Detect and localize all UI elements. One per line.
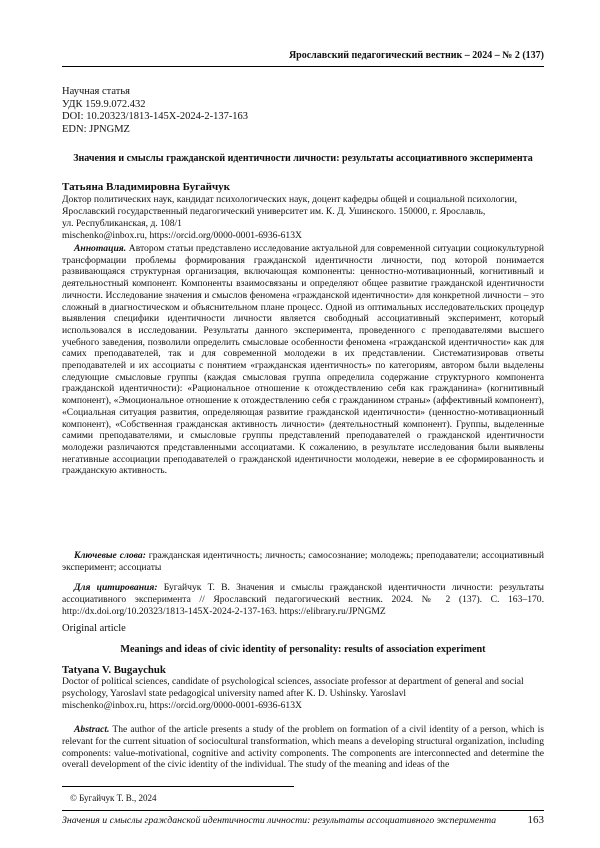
keywords-ru (62, 550, 544, 574)
footer-title: Значения и смыслы гражданской идентичности личности: результаты ассоциативного эксперимента (62, 815, 497, 826)
article-meta (62, 86, 248, 136)
citation-label: Для цитирования: (74, 582, 158, 593)
abstract-en (62, 724, 544, 771)
affil-line: mischenko@inbox.ru, https://orcid.org/0000-0001-6936-613X (62, 699, 302, 711)
article-title-ru: Значения и смыслы гражданской идентичности личности: результаты ассоциативного эксперимента (73, 153, 533, 164)
affil-line: ул. Республиканская, д. 108/1 (62, 217, 182, 229)
running-header (62, 50, 544, 61)
abstract-ru (62, 243, 544, 477)
udk: УДК 159.9.072.432 (62, 98, 146, 110)
abstract-text: Автором статьи представлено исследование актуальной для современной ситуации социокультурной трансформации проблемы формирования гражданской идентичности личности, под которой понимается развивающаяся структурная организация, включающая компоненты: ценностно-мотивационный, когнитивный и деятельностный компонент. Компоненты взаимосвязаны и определяют общее развитие гражданской идентичности личности. Исследование значения и смыслов феномена «гражданской идентичности» для конкретной личности – это сложный в диагностическом и объяснительном плане процесс. Одной из оптимальных исследовательских процедур выявления специфики идентичности личности является свободный ассоциативный эксперимент, который использовался в исследовании. Результаты данного эксперимента, проведенного с преподавателями высшего учебного заведения, позволили определить смысловые особенности феномена «гражданской идентичности» как для самих преподавателей, так и для современной молодежи в их представлении. Систематизировав ответы преподавателей и их ассоциаты с понятием «гражданская идентичность» по категориям, автором были выделены следующие смысловые группы (каждая смысловая группа определила содержание структурного компонента гражданской идентичности): «Рациональное отношение к отождествлению себя как гражданина» (когнитивный компонент), «Эмоциональное отношение к отождествлению себя с гражданином страны» (аффективный компонент), «Социальная ситуация развития, определяющая развитие гражданской идентичности» (ценностно-мотивационный компонент), «Собственная гражданская активность личности» (деятельностный компонент). Группы, выделенные самими преподавателями, и смысловые группы представлений преподавателей о гражданской идентичности молодежи различаются представленными ассоциатами. К сожалению, в результате исследования были выявлены негативные ассоциации преподавателей о гражданской идентичности молодежи, неверие в ее сформированность и гражданскую активность. (62, 243, 544, 477)
abstract-label: Аннотация. (74, 243, 127, 254)
affil-line: mischenko@inbox.ru, https://orcid.org/0000-0001-6936-613X (62, 229, 302, 241)
keywords-text: гражданская идентичность; личность; самосознание; молодежь; преподаватели; ассоциативный эксперимент; ассоциаты (62, 550, 544, 573)
keywords-label: Ключевые слова: (74, 550, 146, 561)
affiliation-en (62, 676, 544, 711)
abstract-en-text: The author of the article presents a study of the problem on formation of a civil identity of a person, which is relevant for the current situation of sociocultural transformation, which means a developing structural organization, including components: value-motivational, cognitive and activity components. The components are interconnected and determine the overall development of the civic identity of the individual. The study of the meaning and ideas of the (62, 724, 544, 771)
abstract-en-label: Abstract. (74, 724, 110, 735)
article-type: Научная статья (62, 86, 130, 97)
page-number: 163 (527, 814, 544, 826)
article-title-en: Meanings and ideas of civic identity of personality: results of association experiment (120, 644, 486, 655)
affil-line: psychology, Yaroslavl state pedagogical university named after K. D. Ushinsky. Yaroslavl (62, 687, 407, 699)
affil-line: Доктор политических наук, кандидат психологических наук, доцент кафедры общей и социальной психологии, (62, 194, 518, 205)
citation-text: Бугайчук Т. В. Значения и смыслы гражданской идентичности личности: результаты ассоциативного эксперимента // Ярославский педагогический вестник. 2024. № 2 (137). С. 163–170. http://dx.doi.org/10.20323/1813-145X-2024-2-137-163. https://elibrary.ru/JPNGMZ (62, 582, 544, 617)
copyright: © Бугайчук Т. В., 2024 (70, 793, 157, 803)
footnote-rule (62, 786, 294, 787)
edn: EDN: JPNGMZ (62, 123, 130, 135)
citation-ru (62, 582, 544, 617)
author-ru: Татьяна Владимировна Бугайчук (62, 181, 231, 193)
journal-issue: – 2024 – № 2 (137) (462, 50, 544, 61)
footer-rule (62, 810, 544, 811)
author-en: Tatyana V. Bugaychuk (62, 664, 166, 676)
header-rule (62, 66, 544, 67)
journal-name: Ярославский педагогический вестник (288, 50, 463, 61)
running-footer (62, 815, 544, 826)
original-article-label: Original article (62, 623, 126, 634)
doi: DOI: 10.20323/1813-145X-2024-2-137-163 (62, 111, 249, 123)
affil-line: Ярославский государственный педагогический университет им. К. Д. Ушинского. 150000, г. Ярославль, (62, 205, 486, 217)
affiliation-ru (62, 194, 544, 242)
affil-line: Doctor of political sciences, candidate of psychological sciences, associate professor at department of general and social (62, 676, 524, 687)
